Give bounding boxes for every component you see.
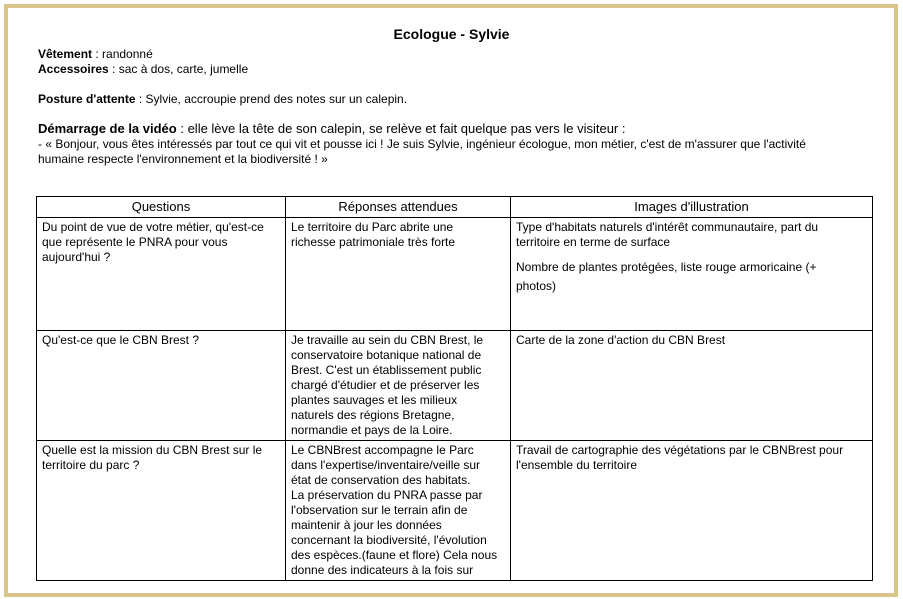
answer-cell: Je travaille au sein du CBN Brest, le conservatoire botanique national de Brest. C'est un établissement public chargé d'étudier et de préserver les plantes sauvages et les milieux naturels des régions Bretagne, normandie et pays de la Loire. [286, 331, 511, 441]
demarrage-line [38, 121, 626, 136]
image-cell [511, 331, 873, 441]
table-header-row [37, 197, 873, 218]
demarrage-value: : elle lève la tête de son calepin, se relève et fait quelque pas vers le visiteur : [176, 121, 626, 136]
vetement-value: : randonné [92, 47, 153, 61]
posture-label: Posture d'attente [38, 92, 136, 106]
table-row [37, 218, 873, 331]
accessoires-value: : sac à dos, carte, jumelle [108, 62, 249, 76]
questions-table [36, 196, 873, 581]
image-text: Nombre de plantes protégées, liste rouge armoricaine (+ photos) [516, 260, 817, 293]
header-images: Images d'illustration [511, 197, 873, 218]
posture-line [38, 92, 407, 106]
image-cell [511, 441, 873, 581]
posture-value: : Sylvie, accroupie prend des notes sur un calepin. [135, 92, 408, 106]
header-questions: Questions [37, 197, 286, 218]
question-cell: Qu'est-ce que le CBN Brest ? [37, 331, 286, 441]
quote-line-1: - « Bonjour, vous êtes intéressés par tout ce qui vit et pousse ici ! Je suis Sylvie, ingénieur écologue, mon métier, c'est de m'assurer que l'activité [38, 137, 806, 151]
question-cell: Du point de vue de votre métier, qu'est-ce que représente le PNRA pour vous aujourd'hui ? [37, 218, 286, 331]
answer-cell: Le CBNBrest accompagne le Parc dans l'expertise/inventaire/veille sur état de conservation des habitats. La préservation du PNRA passe par l'observation sur le terrain afin de maintenir à jour les données concernant la biodiversité, l'évolution des espèces.(faune et flore) Cela nous donne des indicateurs à la fois sur [286, 441, 511, 581]
image-text: Carte de la zone d'action du CBN Brest [516, 333, 726, 347]
vetement-label: Vêtement [38, 47, 93, 61]
vetement-line [38, 47, 153, 61]
table-row [37, 331, 873, 441]
image-cell [511, 218, 873, 331]
accessoires-line [38, 62, 248, 76]
header-reponses: Réponses attendues [286, 197, 511, 218]
document-title: Ecologue - Sylvie [393, 26, 510, 42]
answer-cell: Le territoire du Parc abrite une richesse patrimoniale très forte [286, 218, 511, 331]
image-text: Travail de cartographie des végétations par le CBNBrest pour l'ensemble du territoire [516, 443, 844, 472]
accessoires-label: Accessoires [38, 62, 109, 76]
table-row [37, 441, 873, 581]
demarrage-label: Démarrage de la vidéo [38, 121, 177, 136]
quote-line-2: humaine respecte l'environnement et la biodiversité ! » [38, 152, 328, 166]
image-text: Type d'habitats naturels d'intérêt communautaire, part du territoire en terme de surface [516, 220, 819, 249]
question-cell: Quelle est la mission du CBN Brest sur le territoire du parc ? [37, 441, 286, 581]
